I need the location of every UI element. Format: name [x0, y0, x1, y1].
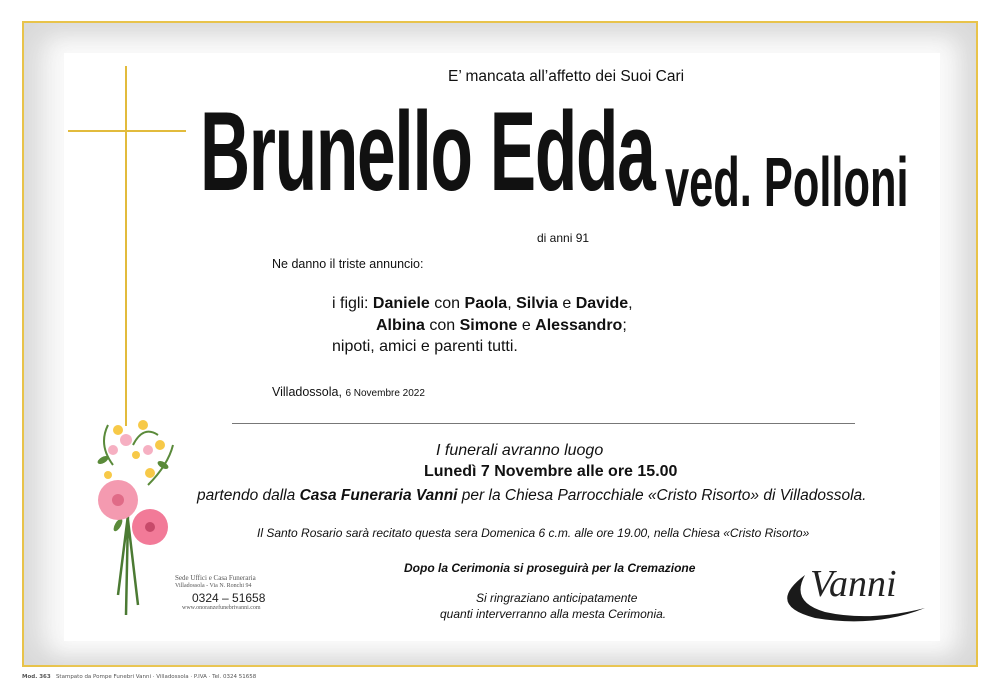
- bold-segment: Paola: [464, 295, 508, 312]
- text-segment: per la Chiesa Parrocchiale «Cristo Risorto» di Villadossola.: [457, 487, 867, 504]
- footer-text: Stampato da Pompe Funebri Vanni · Villadossola · P.IVA · Tel. 0324 51658: [55, 674, 257, 680]
- bold-segment: Daniele: [372, 295, 430, 312]
- funeral-line-1: I funerali avranno luogo: [436, 442, 604, 459]
- text-segment: partendo dalla: [197, 487, 300, 504]
- deceased-name-suffix: ved. Polloni: [665, 143, 909, 221]
- cross-icon: [125, 66, 127, 426]
- age-line: di anni 91: [537, 231, 590, 245]
- announce-line: Ne danno il triste annuncio:: [272, 257, 424, 271]
- vanni-swoosh-icon: [775, 570, 935, 625]
- bold-segment: Davide: [575, 295, 629, 312]
- text-segment: ,: [628, 295, 633, 312]
- text-segment: con: [429, 295, 465, 312]
- cremation-line: Dopo la Cerimonia si proseguirà per la Cremazione: [404, 561, 696, 575]
- bold-segment: Silvia: [516, 295, 558, 312]
- text-segment: ,: [507, 295, 517, 312]
- agency-office: Sede Uffici e Casa Funeraria: [175, 574, 256, 582]
- footer: [22, 674, 256, 680]
- bold-segment: Casa Funeraria Vanni: [299, 487, 458, 504]
- text-segment: con: [424, 317, 460, 334]
- bold-segment: Alessandro: [535, 317, 623, 334]
- agency-logo: Vanni: [810, 563, 897, 605]
- footer-code: Mod. 363: [22, 674, 51, 680]
- text-segment: i figli:: [332, 295, 373, 312]
- place-date: [272, 385, 425, 399]
- divider: [232, 423, 855, 424]
- text-segment: e: [557, 295, 576, 312]
- agency-website: www.onoranzefunebrivanni.com: [182, 605, 261, 611]
- rosary-line: Il Santo Rosario sarà recitato questa sera Domenica 6 c.m. alle ore 19.00, nella Chiesa «Cristo Risorto»: [257, 526, 810, 540]
- date: 6 Novembre 2022: [345, 388, 425, 399]
- funeral-datetime: Lunedì 7 Novembre alle ore 15.00: [424, 463, 678, 480]
- text-segment: ;: [622, 317, 627, 334]
- place: Villadossola,: [272, 385, 342, 399]
- agency-address: Villadossola - Via N. Ronchi 94: [175, 583, 252, 589]
- family-line-3: nipoti, amici e parenti tutti.: [332, 338, 518, 355]
- thanks-line-1: Si ringraziano anticipatamente: [476, 591, 638, 605]
- intro-line: E’ mancata all’affetto dei Suoi Cari: [448, 68, 685, 85]
- agency-phone: 0324 – 51658: [192, 591, 266, 605]
- thanks-line-2: quanti interverranno alla mesta Cerimonia.: [440, 607, 667, 621]
- bold-segment: Albina: [376, 317, 425, 334]
- funeral-route: [197, 487, 866, 505]
- family-line-2: [376, 317, 627, 335]
- family-line-1: [332, 295, 633, 313]
- bold-segment: Simone: [459, 317, 518, 334]
- deceased-name: Brunello Edda: [200, 89, 655, 214]
- flower-bouquet-icon: [88, 405, 188, 620]
- cross-arm: [68, 130, 186, 132]
- text-segment: e: [517, 317, 536, 334]
